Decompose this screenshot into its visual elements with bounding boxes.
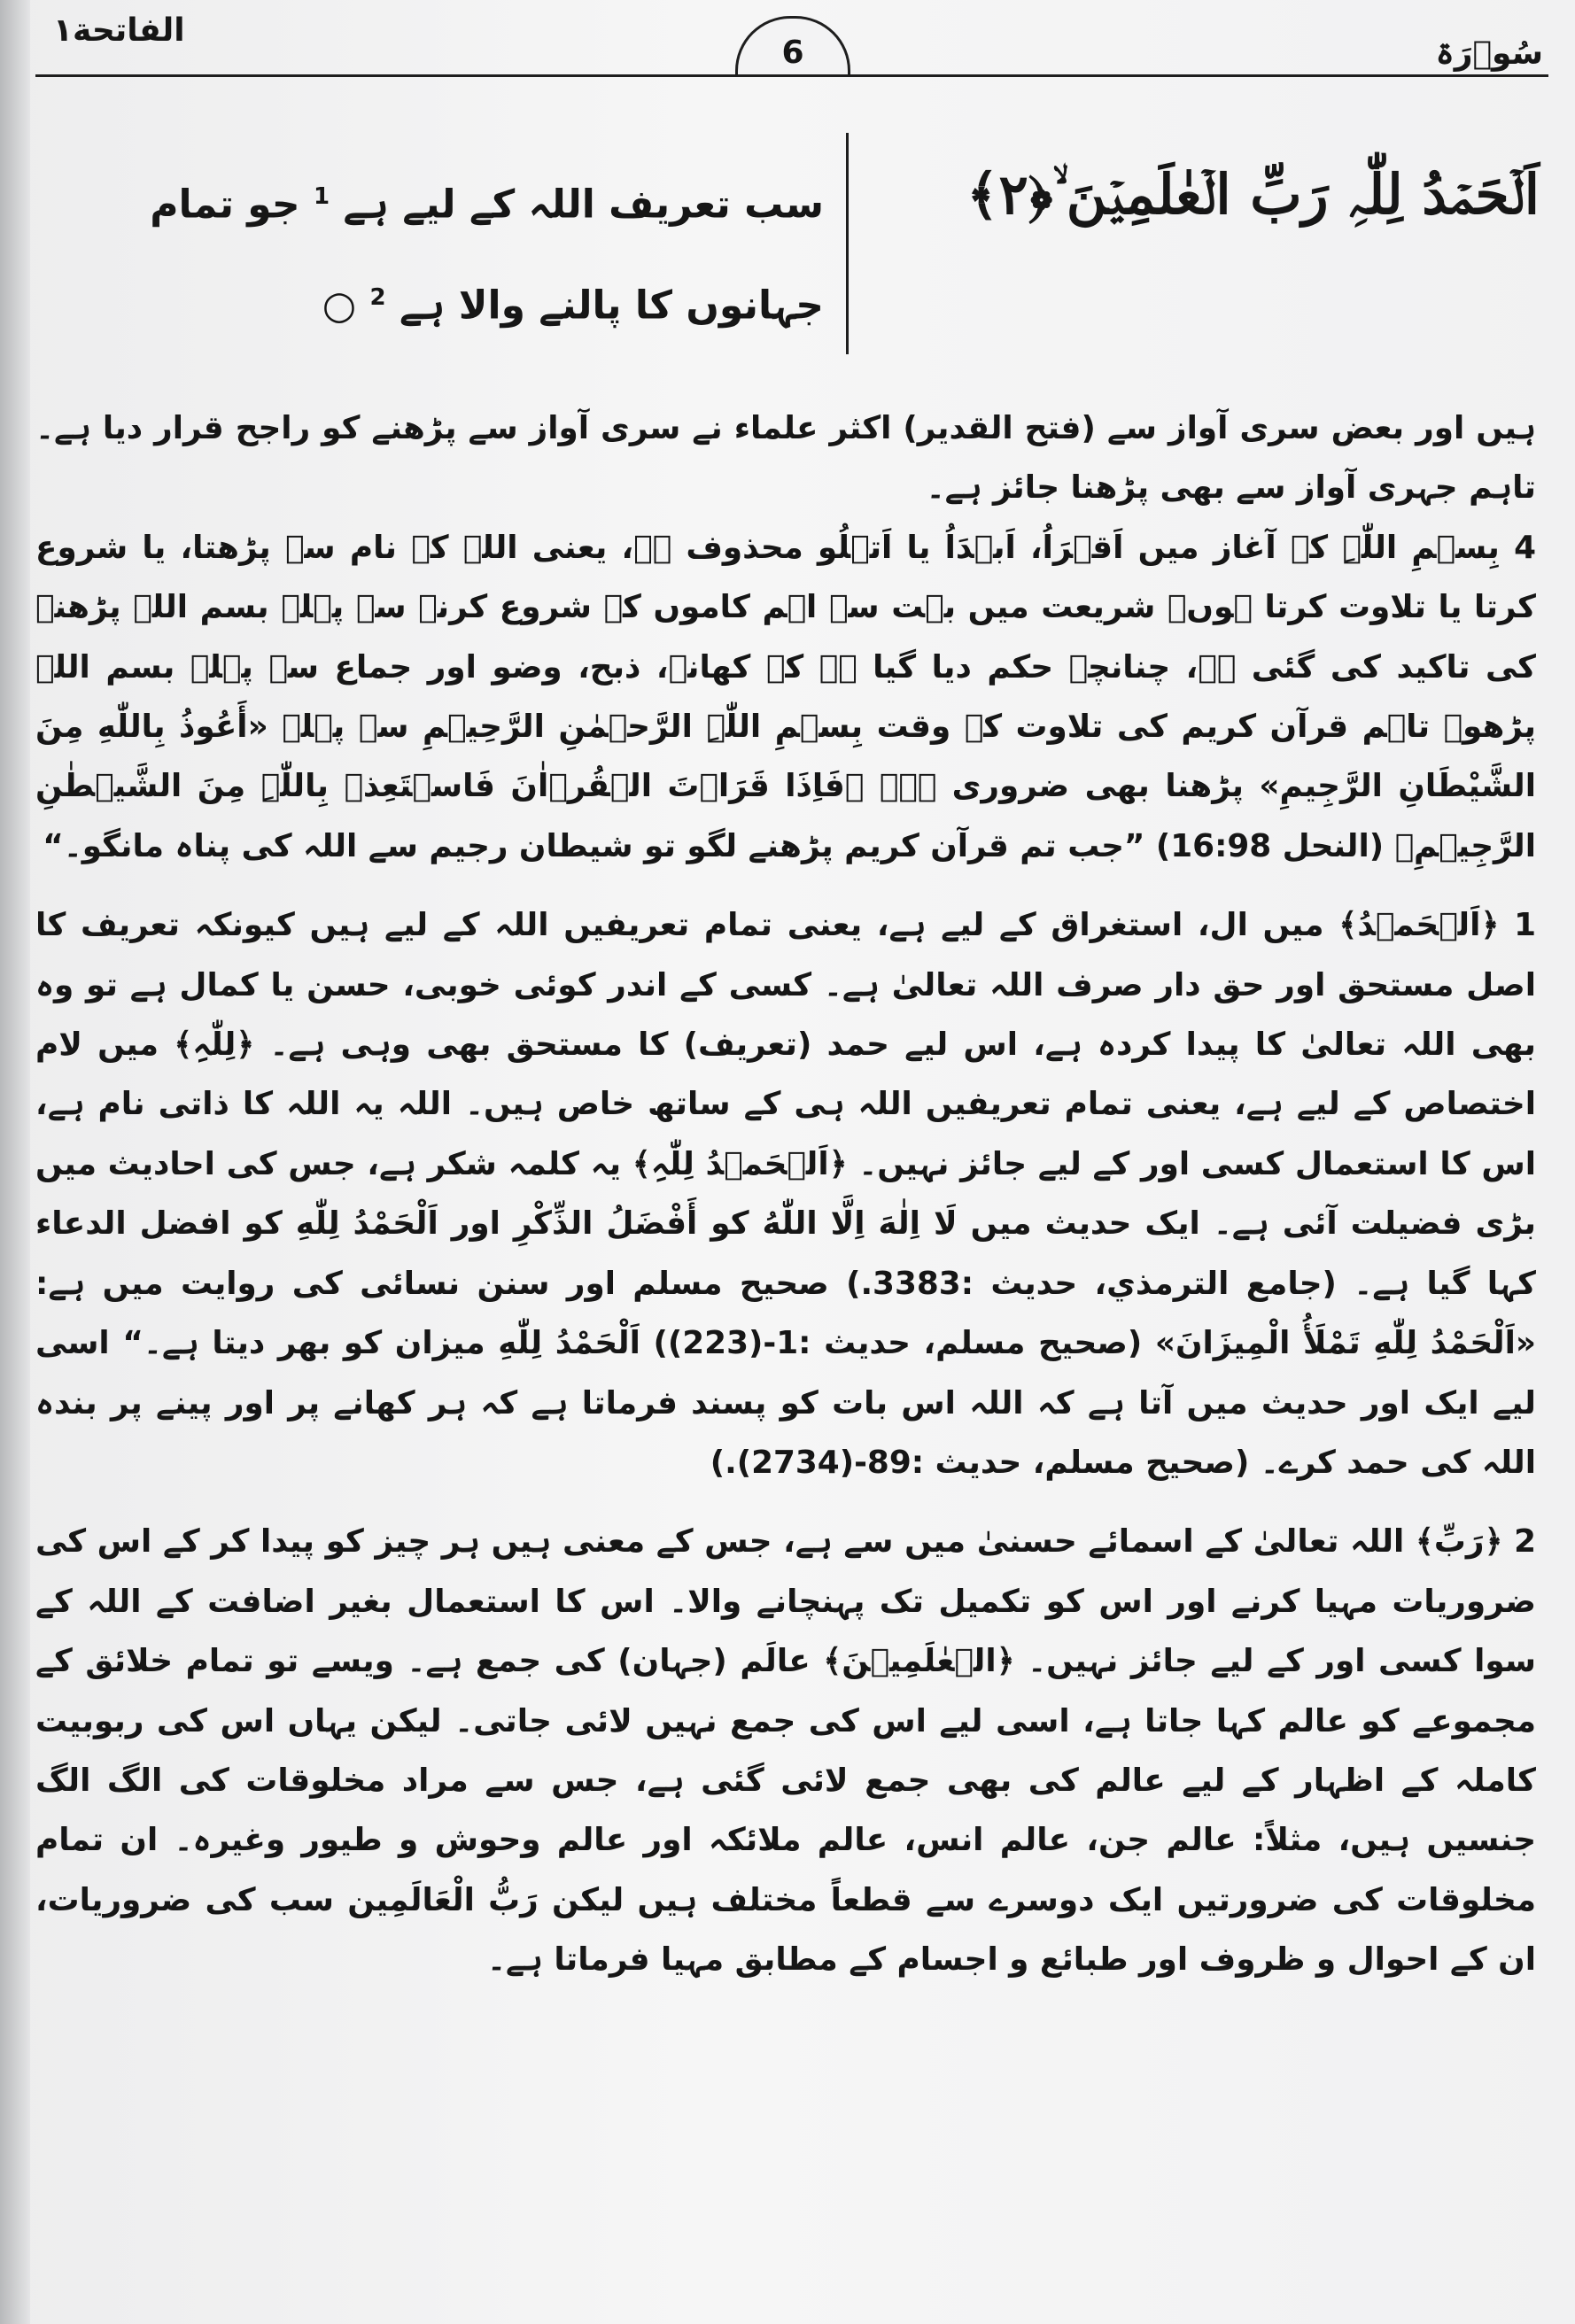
translation-part-2: جو تمام جہانوں کا پالنے والا ہے [150,182,824,329]
header-rule [35,74,1548,77]
footnote-ref-1: 1 [313,183,330,210]
footnote-ref-2: 2 [369,283,386,311]
page-binding-edge [0,0,30,2324]
commentary-paragraph: 2 ﴿رَبِّ﴾ اللہ تعالیٰ کے اسمائے حسنیٰ میں سے ہے، جس کے معنی ہیں ہر چیز کو پیدا کر کے اس کی ضروریات مہیا کرنے اور اس کو تکمیل تک پہنچانے والا۔ اس کا استعمال بغیر اضافت کے اللہ کے سوا کسی اور کے لیے جائز نہیں۔ ﴿الۡعٰلَمِیۡنَ﴾ عالَم (جہان) کی جمع ہے۔ ویسے تو تمام خلائق کے مجموعے کو عالم کہا جاتا ہے، اسی لیے اس کی جمع نہیں لائی جاتی۔ لیکن یہاں اس کی ربوبیت کاملہ کے اظہار کے لیے عالم کی بھی جمع لائی گئی ہے، جس سے مراد مخلوقات کی الگ الگ جنسیں ہیں، مثلاً: عالم جن، عالم انس، عالم ملائکہ اور عالم وحوش و طیور وغیرہ۔ ان تمام مخلوقات کی ضرورتیں ایک دوسرے سے قطعاً مختلف ہیں لیکن رَبُّ الْعَالَمِین سب کی ضروریات، ان کے احوال و ظروف اور طبائع و اجسام کے مطابق مہیا فرماتا ہے۔ [35,1523,1536,1979]
commentary-paragraph: 4 بِسۡمِ اللّٰہِ کے آغاز میں اَقۡرَاُ، اَبۡدَاُ یا اَتۡلُو محذوف ہے، یعنی اللہ کے نام سے پڑھتا، یا شروع کرتا یا تلاوت کرتا ہوں۔ شریعت میں بہت سے اہم کاموں کے شروع کرنے سے پہلے بسم اللہ پڑھنے کی تاکید کی گئی ہے، چنانچہ حکم دیا گیا ہے کہ کھانے، ذبح، وضو اور جماع سے پہلے بسم اللہ پڑھو۔ تاہم قرآن کریم کی تلاوت کے وقت بِسۡمِ اللّٰہِ الرَّحۡمٰنِ الرَّحِیۡمِ سے پہلے «أَعُوذُ بِاللّٰهِ مِنَ الشَّيْطَانِ الرَّجِيمِ» پڑھنا بھی ضروری ہے۔ ﴿فَاِذَا قَرَاۡتَ الۡقُرۡاٰنَ فَاسۡتَعِذۡ بِاللّٰہِ مِنَ الشَّیۡطٰنِ الرَّجِیۡمِ﴾ (النحل 16:98) ”جب تم قرآن کریم پڑھنے لگو تو شیطان رجیم سے اللہ کی پناہ مانگو۔“ [35,529,1536,864]
verse-arabic: اَلۡحَمۡدُ لِلّٰہِ رَبِّ الۡعٰلَمِیۡنَ ۙ﴿۲﴾ [966,162,1540,227]
commentary-body [35,399,1536,1990]
translation-part-1: سب تعریف اللہ کے لیے ہے [343,182,824,228]
verse-end-mark: ○ [322,283,357,329]
commentary-paragraph: 1 ﴿اَلۡحَمۡدُ﴾ میں ال، استغراق کے لیے ہے، یعنی تمام تعریفیں اللہ کے لیے ہیں کیونکہ تعریف کا اصل مستحق اور حق دار صرف اللہ تعالیٰ ہے۔ کسی کے اندر کوئی خوبی، حسن یا کمال ہے تو وہ بھی اللہ تعالیٰ کا پیدا کردہ ہے، اس لیے حمد (تعریف) کا مستحق بھی وہی ہے۔ ﴿لِلّٰہِ﴾ میں لام اختصاص کے لیے ہے، یعنی تمام تعریفیں اللہ ہی کے ساتھ خاص ہیں۔ اللہ یہ اللہ کا ذاتی نام ہے، اس کا استعمال کسی اور کے لیے جائز نہیں۔ ﴿اَلۡحَمۡدُ لِلّٰہِ﴾ یہ کلمہ شکر ہے، جس کی احادیث میں بڑی فضیلت آئی ہے۔ ایک حدیث میں لَا اِلٰهَ اِلَّا اللّٰهُ کو أَفْضَلُ الذِّكْرِ اور اَلْحَمْدُ لِلّٰهِ کو افضل الدعاء کہا گیا ہے۔ (جامع الترمذي، حديث :3383.) صحیح مسلم اور سنن نسائی کی روایت میں ہے: «اَلْحَمْدُ لِلّٰهِ تَمْلَأُ الْمِيزَانَ» (صحيح مسلم، حديث :1-(223)) اَلْحَمْدُ لِلّٰهِ میزان کو بھر دیتا ہے۔“ اسی لیے ایک اور حدیث میں آتا ہے کہ اللہ اس بات کو پسند فرماتا ہے کہ ہر کھانے پر اور پینے پر بندہ اللہ کی حمد کرے۔ (صحيح مسلم، حديث :89-(2734).) [35,907,1536,1481]
surah-name-header: الفاتحة١ [53,12,185,49]
verse-translation [53,151,824,352]
verse-divider [846,133,849,354]
commentary-paragraph: ہیں اور بعض سری آواز سے (فتح القدیر) اکثر علماء نے سری آواز سے پڑھنے کو راجح قرار دیا ہے۔ تاہم جہری آواز سے بھی پڑھنا جائز ہے۔ [35,410,1536,507]
surah-label-header: سُوۡرَۃ [1435,35,1543,72]
page-number: 6 [735,16,850,77]
